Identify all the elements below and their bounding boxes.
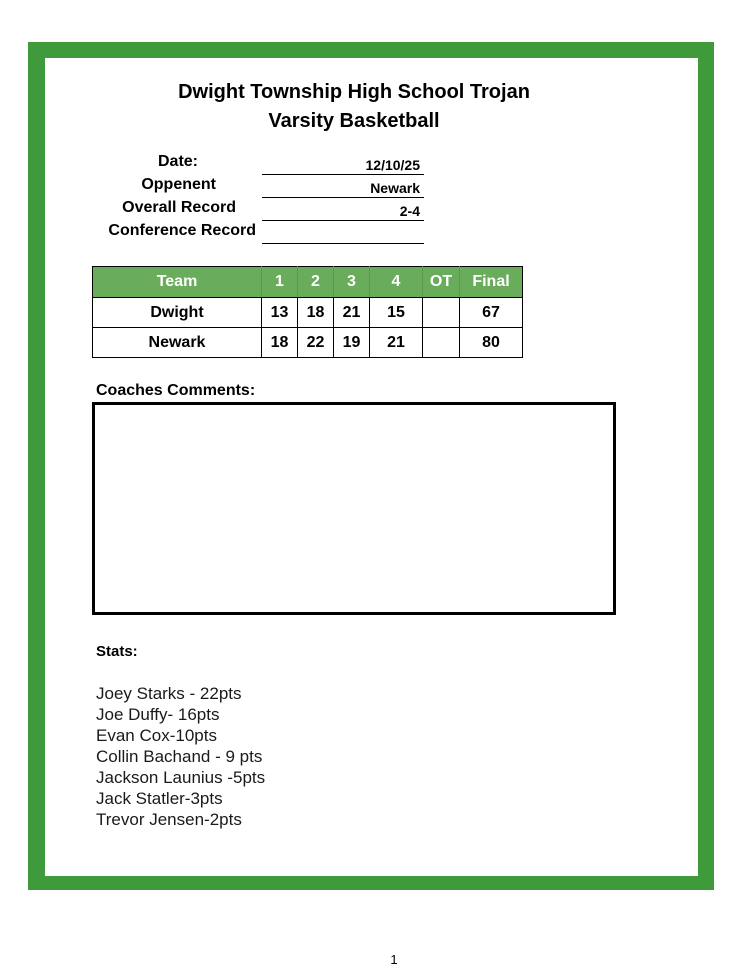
list-item: Jack Statler-3pts (96, 789, 223, 808)
score-final: 67 (460, 298, 523, 328)
score-q4: 21 (370, 328, 423, 358)
title-team: Varsity Basketball (268, 110, 440, 132)
table-row (93, 298, 523, 328)
score-q4: 15 (370, 298, 423, 328)
scoreboard-table (92, 266, 523, 358)
score-q1: 13 (262, 298, 298, 328)
opponent-label: Oppenent (141, 176, 216, 193)
header-team: Team (93, 267, 262, 298)
overall-record-label: Overall Record (122, 199, 236, 216)
team-name: Newark (93, 328, 262, 358)
score-q1: 18 (262, 328, 298, 358)
coaches-comments-box[interactable] (92, 402, 616, 615)
list-item: Collin Bachand - 9 pts (96, 747, 263, 766)
list-item: Joey Starks - 22pts (96, 684, 242, 703)
header-q2: 2 (298, 267, 334, 298)
scoreboard-header-row (93, 267, 523, 298)
team-name: Dwight (93, 298, 262, 328)
conference-record-value (262, 224, 424, 244)
score-final: 80 (460, 328, 523, 358)
score-ot (423, 298, 460, 328)
stats-label: Stats: (96, 643, 138, 660)
opponent-value: Newark (262, 178, 424, 198)
overall-record-value: 2-4 (262, 201, 424, 221)
header-q1: 1 (262, 267, 298, 298)
score-q2: 22 (298, 328, 334, 358)
list-item: Trevor Jensen-2pts (96, 810, 242, 829)
date-value: 12/10/25 (262, 155, 424, 175)
title-school: Dwight Township High School Trojan (178, 81, 530, 103)
header-q3: 3 (334, 267, 370, 298)
conference-record-label: Conference Record (108, 222, 256, 239)
stats-list (96, 683, 265, 830)
score-q3: 19 (334, 328, 370, 358)
table-row (93, 328, 523, 358)
list-item: Joe Duffy- 16pts (96, 705, 220, 724)
header-q4: 4 (370, 267, 423, 298)
score-q3: 21 (334, 298, 370, 328)
score-ot (423, 328, 460, 358)
list-item: Jackson Launius -5pts (96, 768, 266, 787)
header-final: Final (460, 267, 523, 298)
list-item: Evan Cox-10pts (96, 726, 217, 745)
date-label: Date: (157, 153, 198, 170)
coaches-comments-label: Coaches Comments: (96, 382, 256, 399)
page-number: 1 (390, 952, 398, 967)
score-q2: 18 (298, 298, 334, 328)
header-ot: OT (423, 267, 460, 298)
